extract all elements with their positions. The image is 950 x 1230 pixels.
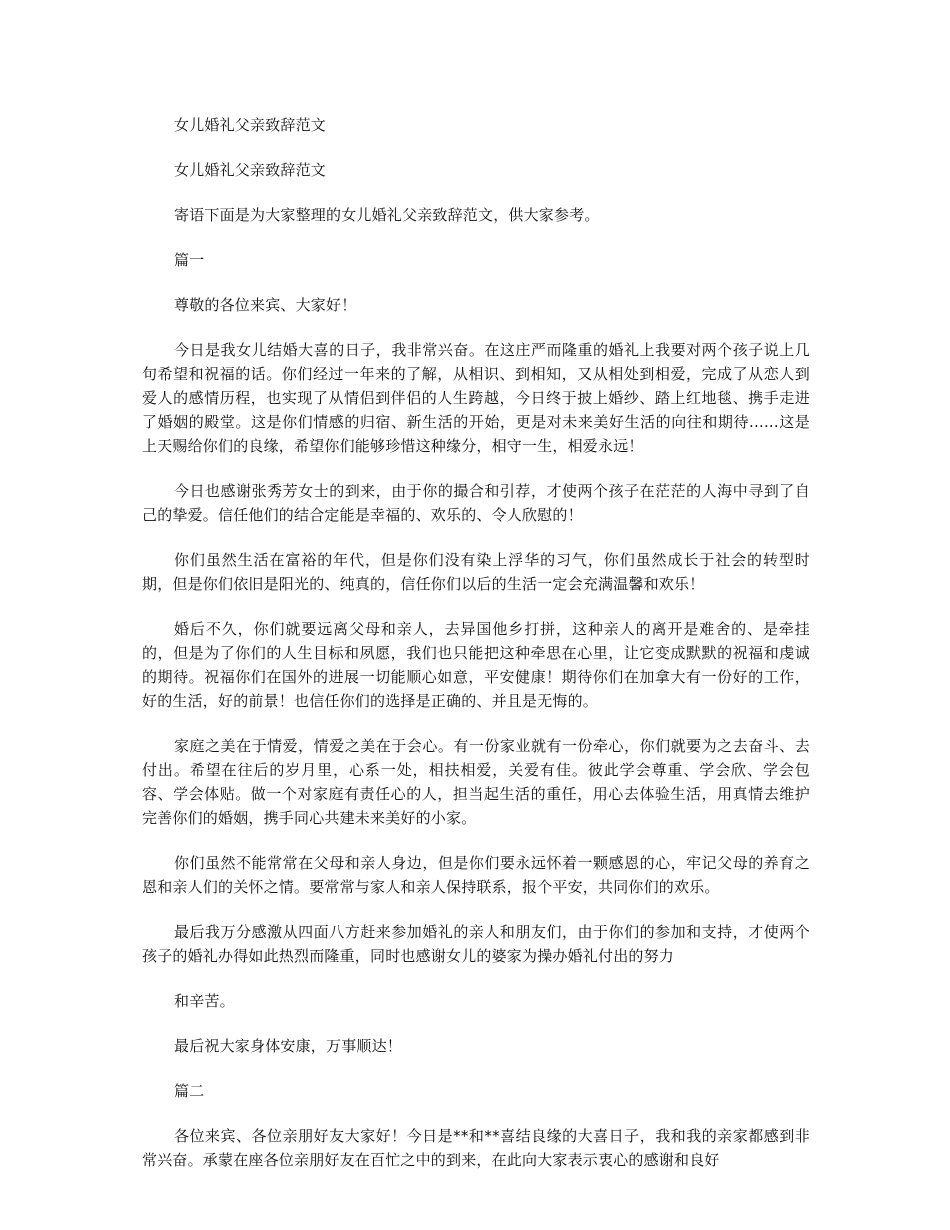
body-paragraph-5: 家庭之美在于情爱，情爱之美在于会心。有一份家业就有一份牵心，你们就要为之去奋斗、去付出。希望在往后的岁月里，心系一处，相扶相爱，关爱有佳。彼此学会尊重、学会欣、学会包容、学会体贴。做一个对家庭有责任心的人，担当起生活的重任，用心去体验生活，用真情去维护完善你们的婚姻，携手同心共建未来美好的小家。 [142, 737, 810, 827]
body-paragraph-1: 今日是我女儿结婚大喜的日子，我非常兴奋。在这庄严而隆重的婚礼上我要对两个孩子说上几句希望和祝福的话。你们经过一年来的了解，从相识、到相知，又从相处到相爱，完成了从恋人到爱人的感情历程，也实现了从情侣到伴侣的人生跨越，今日终于披上婚纱、踏上红地毯、携手走进了婚姻的殿堂。这是你们情感的归宿、新生活的开始，更是对未来美好生活的向往和期待......这是上天赐给你们的良缘，希望你们能够珍惜这种缘分，相守一生，相爱永远！ [142, 341, 810, 455]
body-paragraph-3: 你们虽然生活在富裕的年代，但是你们没有染上浮华的习气，你们虽然成长于社会的转型时期，但是你们依旧是阳光的、纯真的，信任你们以后的生活一定会充满温馨和欢乐！ [142, 551, 810, 593]
document-title: 女儿婚礼父亲致辞范文 [174, 116, 327, 134]
body-paragraph-4: 婚后不久，你们就要远离父母和亲人，去异国他乡打拼，这种亲人的离开是难舍的、是牵挂的，但是为了你们的人生目标和夙愿，我们也只能把这种牵思在心里，让它变成默默的祝福和虔诚的期待。祝福你们在国外的进展一切能顺心如意，平安健康！期待你们在加拿大有一份好的工作，好的生活，好的前景！也信任你们的选择是正确的、并且是无悔的。 [142, 620, 810, 710]
body-paragraph-7: 最后我万分感激从四面八方赶来参加婚礼的亲人和朋友们，由于你们的参加和支持，才使两个孩子的婚礼办得如此热烈而隆重，同时也感谢女儿的婆家为操办婚礼付出的努力 [142, 923, 810, 965]
intro-paragraph: 寄语下面是为大家整理的女儿婚礼父亲致辞范文，供大家参考。 [174, 206, 600, 224]
document-page [142, 113, 810, 1193]
body-paragraph-10: 各位来宾、各位亲朋好友大家好！今日是**和**喜结良缘的大喜日子，我和我的亲家都感到非常兴奋。承蒙在座各位亲朋好友在百忙之中的到来，在此向大家表示衷心的感谢和良好 [142, 1127, 810, 1169]
section-heading-2: 篇二 [174, 1082, 205, 1100]
closing-paragraph: 最后祝大家身体安康，万事顺达！ [174, 1037, 403, 1055]
body-paragraph-8: 和辛苦。 [174, 992, 235, 1010]
body-paragraph-6: 你们虽然不能常常在父母和亲人身边，但是你们要永远怀着一颗感恩的心，牢记父母的养育之恩和亲人们的关怀之情。要常常与家人和亲人保持联系，报个平安，共同你们的欢乐。 [142, 854, 810, 896]
section-heading-1: 篇一 [174, 251, 205, 269]
body-paragraph-2: 今日也感谢张秀芳女士的到来，由于你的撮合和引荐，才使两个孩子在茫茫的人海中寻到了自己的挚爱。信任他们的结合定能是幸福的、欢乐的、令人欣慰的！ [142, 482, 810, 524]
greeting-paragraph: 尊敬的各位来宾、大家好！ [174, 296, 357, 314]
document-subtitle: 女儿婚礼父亲致辞范文 [174, 161, 327, 179]
